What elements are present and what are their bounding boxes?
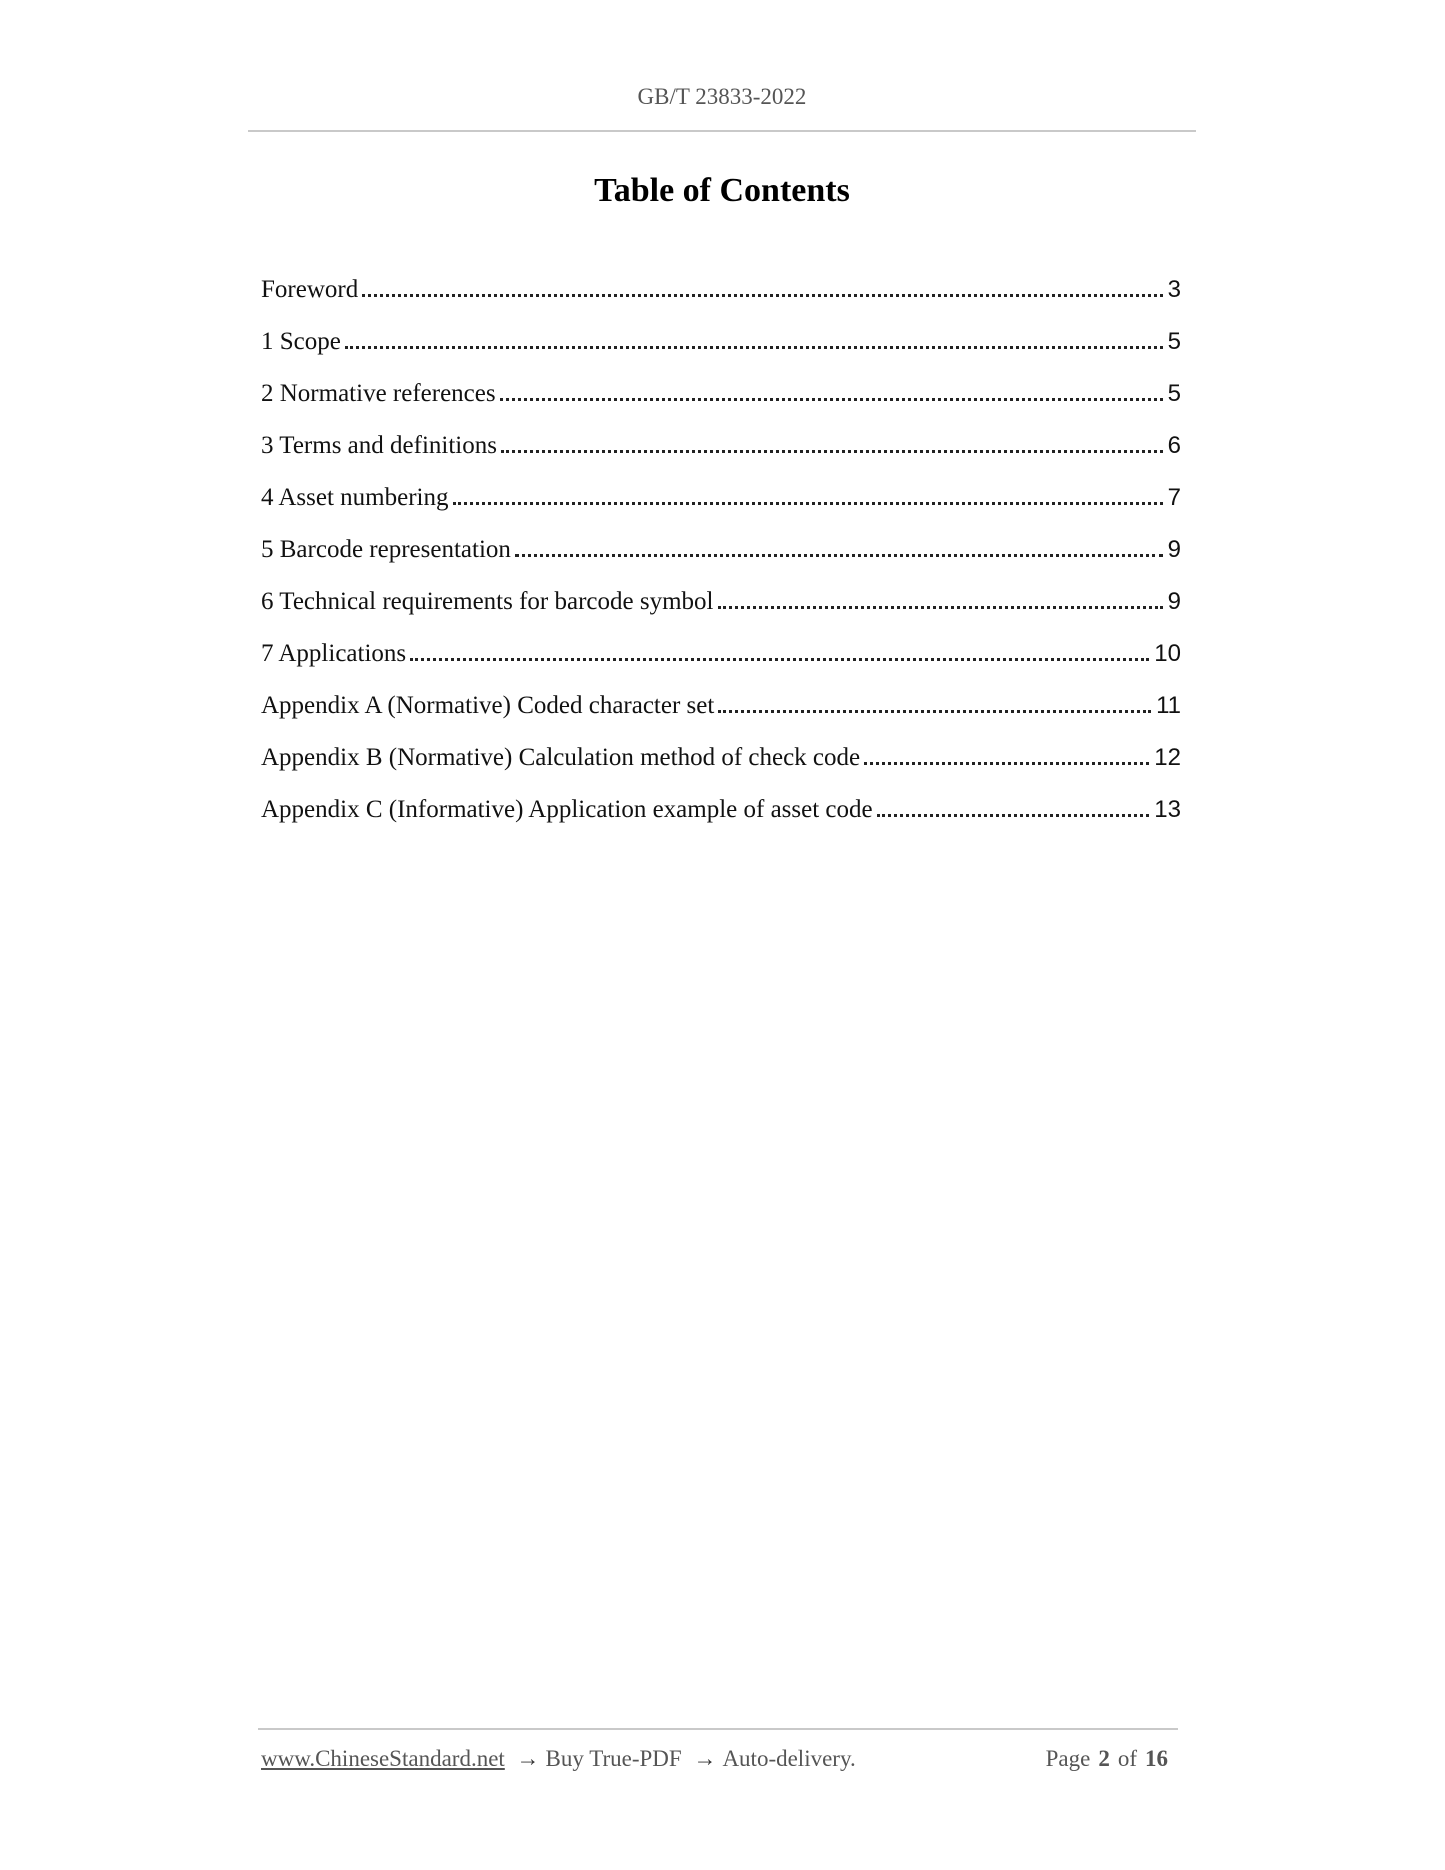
dot-leader (410, 658, 1149, 661)
toc-entry-label: 3 Terms and definitions (261, 432, 497, 459)
page-footer (261, 1746, 1176, 1772)
footer-divider (258, 1728, 1178, 1730)
dot-leader (500, 398, 1163, 401)
toc-entry-barcode-representation[interactable] (261, 532, 1181, 584)
toc-entry-normative-references[interactable] (261, 376, 1181, 428)
toc-entry-page: 11 (1156, 692, 1181, 719)
dot-leader (501, 450, 1163, 453)
dot-leader (718, 710, 1151, 713)
toc-entry-appendix-c[interactable] (261, 792, 1181, 844)
toc-entry-label: 2 Normative references (261, 380, 496, 407)
toc-entry-page: 9 (1167, 588, 1181, 615)
footer-promo (261, 1746, 856, 1772)
dot-leader (515, 554, 1163, 557)
toc-entry-foreword[interactable] (261, 272, 1181, 324)
toc-entry-page: 5 (1167, 380, 1181, 407)
toc-entry-page: 5 (1167, 328, 1181, 355)
toc-entry-page: 6 (1167, 432, 1181, 459)
footer-step-buy: Buy True-PDF (545, 1746, 682, 1771)
toc-entry-page: 12 (1154, 744, 1181, 771)
toc-entry-label: 4 Asset numbering (261, 484, 449, 511)
site-link[interactable]: www.ChineseStandard.net (261, 1746, 505, 1771)
page-current: 2 (1098, 1746, 1110, 1771)
dot-leader (877, 814, 1150, 817)
toc-entry-terms-definitions[interactable] (261, 428, 1181, 480)
toc-entry-page: 7 (1167, 484, 1181, 511)
dot-leader (864, 762, 1149, 765)
toc-entry-page: 10 (1154, 640, 1181, 667)
toc-entry-label: Appendix B (Normative) Calculation method of check code (261, 744, 861, 771)
toc-entry-appendix-a[interactable] (261, 688, 1181, 740)
page-of: of (1117, 1746, 1137, 1771)
toc-entry-label: 6 Technical requirements for barcode symbol (261, 588, 714, 615)
toc-entry-label: 1 Scope (261, 328, 341, 355)
toc-entry-label: Appendix A (Normative) Coded character set (261, 692, 715, 719)
toc-entry-label: Appendix C (Informative) Application example of asset code (261, 796, 873, 823)
toc-entry-page: 9 (1167, 536, 1181, 563)
toc-entry-appendix-b[interactable] (261, 740, 1181, 792)
toc-entry-technical-requirements[interactable] (261, 584, 1181, 636)
header-divider (248, 130, 1196, 132)
toc-entry-scope[interactable] (261, 324, 1181, 376)
footer-step-delivery: Auto-delivery. (722, 1746, 856, 1771)
right-arrow-icon: → (693, 1746, 717, 1771)
toc-entry-page: 13 (1154, 796, 1181, 823)
document-header: GB/T 23833-2022 (637, 84, 807, 109)
page-indicator (1046, 1746, 1176, 1772)
page-word: Page (1045, 1746, 1091, 1771)
dot-leader (718, 606, 1163, 609)
dot-leader (345, 346, 1163, 349)
table-of-contents (261, 272, 1181, 844)
toc-entry-label: Foreword (261, 276, 359, 303)
toc-entry-page: 3 (1167, 276, 1181, 303)
right-arrow-icon: → (516, 1746, 540, 1771)
toc-entry-label: 7 Applications (261, 640, 407, 667)
page-total: 16 (1145, 1746, 1168, 1771)
dot-leader (362, 294, 1162, 297)
toc-entry-asset-numbering[interactable] (261, 480, 1181, 532)
page-title: Table of Contents (594, 172, 850, 209)
dot-leader (453, 502, 1163, 505)
toc-entry-label: 5 Barcode representation (261, 536, 511, 563)
toc-entry-applications[interactable] (261, 636, 1181, 688)
